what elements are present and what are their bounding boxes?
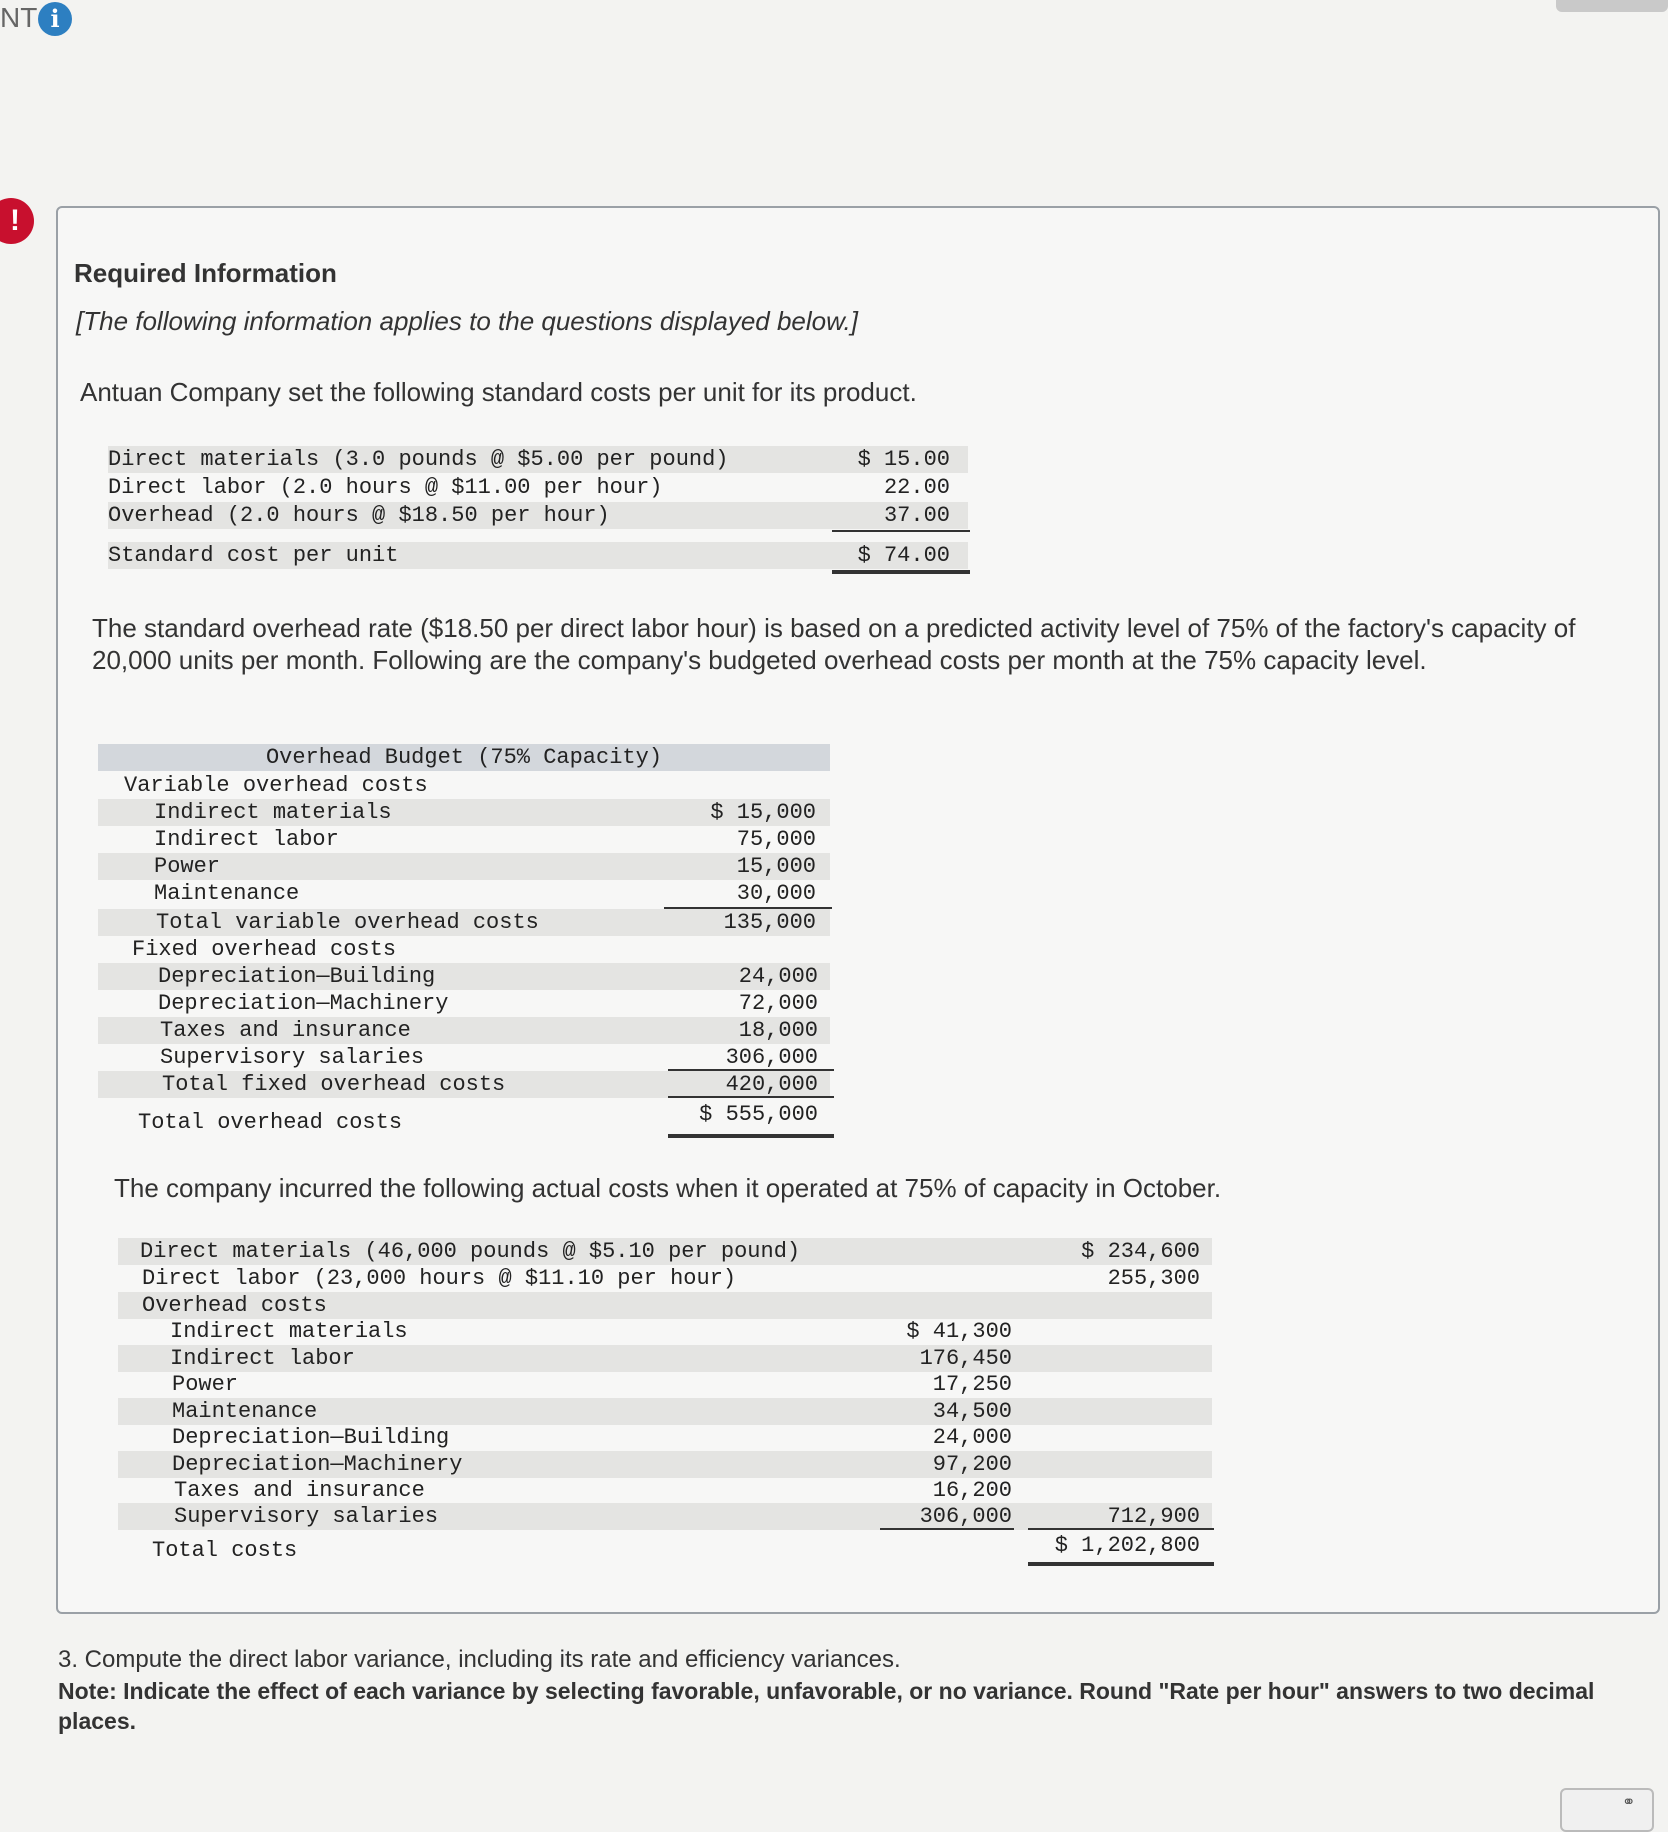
actual-paragraph: The company incurred the following actual costs when it operated at 75% of capacity in October. [114, 1173, 1222, 1203]
row-label: Depreciation—Machinery [172, 1452, 463, 1477]
row-label: Indirect materials [154, 800, 392, 825]
total-double-line [832, 570, 970, 574]
row-label: Supervisory salaries [160, 1045, 425, 1070]
row-label: Direct materials (3.0 pounds @ $5.00 per pound) [108, 447, 729, 472]
row-label: Direct labor (23,000 hours @ $11.10 per hour) [142, 1266, 737, 1291]
subtotal-line [1028, 1528, 1214, 1530]
question-note: Note: Indicate the effect of each variance by selecting favorable, unfavorable, or no variance. Round "Rate per hour" answers to two decimal places. [58, 1678, 1595, 1734]
row-label: Supervisory salaries [174, 1504, 439, 1529]
top-bar [0, 0, 1668, 60]
row-value: $ 234,600 [1081, 1239, 1200, 1264]
row-value: 17,250 [932, 1372, 1012, 1397]
fixed-heading: Fixed overhead costs [132, 937, 397, 962]
total-variable-label: Total variable overhead costs [156, 910, 539, 935]
row-value: 72,000 [738, 991, 818, 1016]
row-value: 306,000 [725, 1045, 818, 1070]
row-value: 176,450 [919, 1346, 1012, 1371]
row-label: Taxes and insurance [174, 1478, 425, 1503]
link-icon[interactable]: ⚭ [1622, 1794, 1636, 1811]
row-label: Maintenance [154, 881, 300, 906]
row-value: 255,300 [1107, 1266, 1200, 1291]
row-value: 24,000 [932, 1425, 1012, 1450]
row-label: Direct labor (2.0 hours @ $11.00 per hour) [108, 475, 663, 500]
info-icon[interactable]: i [38, 2, 72, 36]
row-label: Depreciation—Building [158, 964, 436, 989]
row-label: Indirect labor [170, 1346, 355, 1371]
row-label: Maintenance [172, 1399, 318, 1424]
corner-button[interactable] [1560, 1788, 1654, 1832]
row-value: $ 41,300 [906, 1319, 1012, 1344]
table-header-label: Overhead Budget (75% Capacity) [265, 745, 663, 770]
rate-paragraph: The standard overhead rate ($18.50 per direct labor hour) is based on a predicted activity level of 75% of the factory's capacity of 20,000 units per month. Following are the company's budgeted overhead costs per month at the 75% capacity level. [92, 613, 1576, 675]
total-double-line [1028, 1562, 1214, 1566]
row-value: 75,000 [736, 827, 816, 852]
row-label: Taxes and insurance [160, 1018, 411, 1043]
subtotal-line [668, 1096, 834, 1098]
row-value: 306,000 [919, 1504, 1012, 1529]
header-text: NT [0, 2, 38, 33]
row-label: Overhead (2.0 hours @ $18.50 per hour) [108, 503, 610, 528]
row-value: $ 15.00 [857, 447, 950, 472]
total-fixed-label: Total fixed overhead costs [162, 1072, 506, 1097]
row-value: 97,200 [932, 1452, 1012, 1477]
row-label: Indirect labor [154, 827, 339, 852]
row-label: Direct materials (46,000 pounds @ $5.10 per pound) [140, 1239, 801, 1264]
row-label: Power [154, 854, 221, 879]
row-label: Power [172, 1372, 239, 1397]
subtotal-line [832, 530, 970, 532]
row-value: 30,000 [736, 881, 816, 906]
top-right-tab[interactable] [1556, 0, 1668, 12]
row-value: 15,000 [736, 854, 816, 879]
total-double-line [668, 1134, 834, 1138]
alert-icon: ! [0, 198, 34, 244]
variable-heading: Variable overhead costs [124, 773, 428, 798]
total-costs-value: $ 1,202,800 [1054, 1533, 1200, 1558]
row-label: Depreciation—Machinery [158, 991, 449, 1016]
row-label: Standard cost per unit [108, 543, 399, 568]
required-information-title: Required Information [74, 258, 337, 288]
row-value: $ 74.00 [857, 543, 950, 568]
row-value: 34,500 [932, 1399, 1012, 1424]
row-value: $ 15,000 [710, 800, 816, 825]
standard-paragraph: Antuan Company set the following standard costs per unit for its product. [80, 377, 917, 407]
row-value: 18,000 [738, 1018, 818, 1043]
total-overhead-label: Total overhead costs [138, 1110, 403, 1135]
total-costs-label: Total costs [152, 1538, 298, 1563]
overhead-heading: Overhead costs [142, 1293, 327, 1318]
total-variable-value: 135,000 [723, 910, 816, 935]
subtotal-line [880, 1528, 1014, 1530]
row-label: Depreciation—Building [172, 1425, 450, 1450]
question-text: 3. Compute the direct labor variance, including its rate and efficiency variances. [58, 1646, 901, 1673]
row-value: 16,200 [932, 1478, 1012, 1503]
table-header [98, 744, 830, 771]
row-value: 24,000 [738, 964, 818, 989]
row-value: 37.00 [883, 503, 950, 528]
total-fixed-value: 420,000 [725, 1072, 818, 1097]
row-label: Indirect materials [170, 1319, 408, 1344]
intro-text: [The following information applies to the questions displayed below.] [76, 306, 858, 336]
row-value: 22.00 [883, 475, 950, 500]
overhead-total-value: 712,900 [1107, 1504, 1200, 1529]
total-overhead-value: $ 555,000 [699, 1102, 818, 1127]
